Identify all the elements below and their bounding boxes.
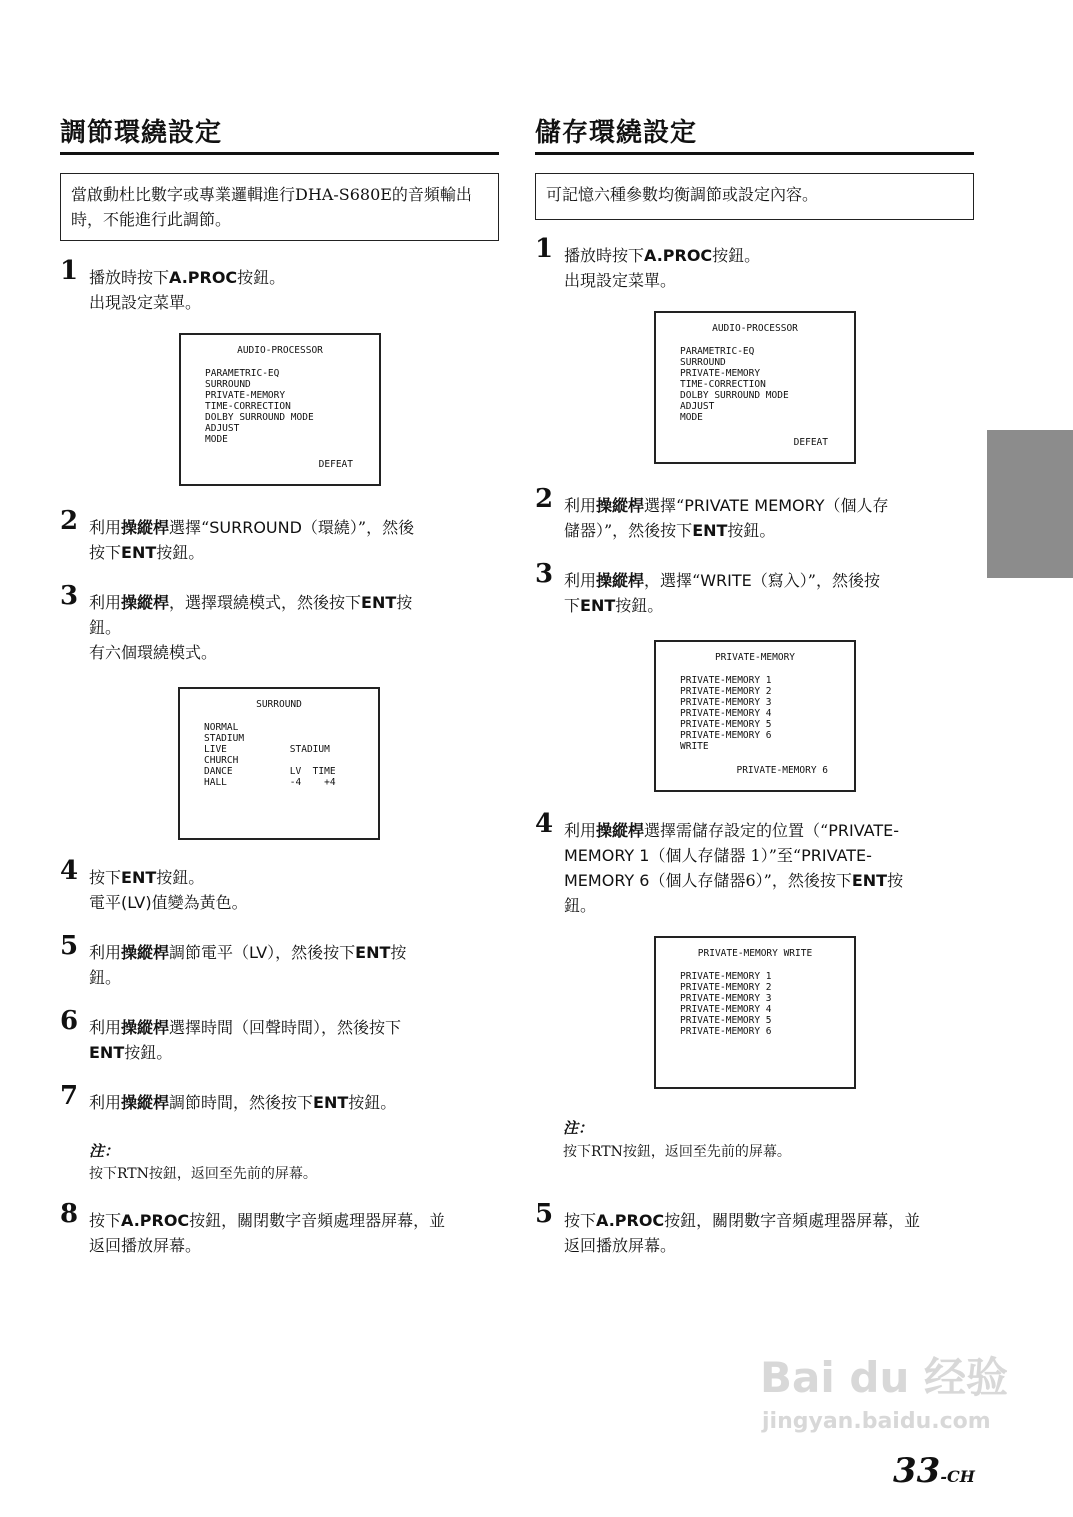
step-text-segment: 利用 (564, 821, 597, 840)
step-text-segment: WRITE (700, 571, 752, 590)
step-1 (60, 256, 505, 315)
step-line (89, 615, 505, 640)
step-text (89, 1015, 505, 1065)
step-line (564, 568, 980, 593)
step-text-segment: 選擇“ (644, 496, 685, 515)
step-6 (60, 1006, 505, 1065)
step-text-segment: （個人存 (824, 496, 889, 515)
step-text-segment: （個人存儲器 1）”至“ (649, 846, 802, 865)
step-keyword: ENT (851, 871, 888, 890)
step-text-segment: LV (249, 943, 268, 962)
step-text-segment: 按鈕，關閉數字音頻處理器屏幕，並 (664, 1211, 921, 1230)
step-keyword: 操縱桿 (121, 518, 170, 537)
step-text (89, 1090, 505, 1115)
step-4 (535, 809, 980, 918)
step-text (89, 590, 505, 665)
step-number: 8 (60, 1199, 79, 1229)
step-line (89, 640, 505, 665)
step-text-segment: ，選擇“ (644, 571, 701, 590)
screen-menu: PRIVATE-MEMORY 1 PRIVATE-MEMORY 2 PRIVATE-MEMORY 3 PRIVATE-MEMORY 4 PRIVATE-MEMORY 5 PRIVATE-MEMORY 6 (680, 971, 772, 1037)
step-keyword: 操縱桿 (596, 496, 645, 515)
chapter-tab (987, 430, 1073, 578)
step-line (89, 965, 505, 990)
step-keyword: 操縱桿 (121, 1093, 170, 1112)
step-text-segment: 調節電平（ (169, 943, 250, 962)
step-text-segment: 利用 (89, 943, 122, 962)
watermark-url: jingyan.baidu.com (762, 1409, 991, 1434)
screen-menu: NORMAL STADIUM LIVE STADIUM CHURCH DANCE LV TIME HALL -4 +4 (204, 722, 336, 788)
step-text-segment: 返回播放屏幕。 (564, 1236, 677, 1255)
step-line (89, 1233, 505, 1258)
step-text-segment: 返回播放屏幕。 (89, 1236, 202, 1255)
step-text-segment: 利用 (89, 1018, 122, 1037)
step-text-segment: （個人存儲器6）”，然後按下 (649, 871, 852, 890)
step-text-segment: （環繞）”，然後 (301, 518, 415, 537)
step-keyword: 操縱桿 (121, 943, 170, 962)
step-text-segment: 利用 (564, 571, 597, 590)
step-text-segment: 按鈕。 (712, 246, 761, 265)
step-number: 5 (535, 1199, 554, 1229)
step-line (564, 518, 980, 543)
step-text-segment: 出現設定菜單。 (89, 293, 202, 312)
step-line (89, 1040, 505, 1065)
memo-heading-right: 注： (563, 1119, 594, 1137)
step-text-segment: 按鈕。 (727, 521, 776, 540)
step-text-segment: 按 (390, 943, 407, 962)
step-keyword: A.PROC (644, 246, 713, 265)
step-text-segment: （寫入）”，然後按 (751, 571, 880, 590)
step-line (564, 818, 980, 843)
step-line (564, 243, 980, 268)
section-title-right: 儲存環繞設定 (535, 118, 698, 148)
step-number: 1 (535, 234, 554, 264)
step-2 (60, 506, 505, 565)
step-keyword: A.PROC (169, 268, 238, 287)
step-8 (60, 1199, 505, 1258)
step-3 (535, 559, 980, 618)
step-keyword: A.PROC (121, 1211, 190, 1230)
step-number: 4 (535, 809, 554, 839)
step-number: 7 (60, 1081, 79, 1111)
screen-footer: DEFEAT (318, 459, 353, 470)
step-number: 2 (535, 484, 554, 514)
step-keyword: ENT (121, 868, 157, 887)
step-keyword: A.PROC (596, 1211, 665, 1230)
step-text (564, 243, 980, 293)
step-text-segment: 播放時按下 (564, 246, 645, 265)
step-line (89, 590, 505, 615)
step-number: 3 (535, 559, 554, 589)
step-text (89, 265, 505, 315)
step-keyword: 操縱桿 (596, 571, 645, 590)
step-keyword: 操縱桿 (121, 593, 170, 612)
step-text (89, 515, 505, 565)
step-line (564, 868, 980, 893)
step-text-segment: 按下 (564, 1211, 597, 1230)
step-line (89, 940, 505, 965)
step-text-segment: 按鈕。 (237, 268, 286, 287)
step-7 (60, 1081, 505, 1115)
screen-title: SURROUND (256, 699, 302, 710)
step-text (564, 493, 980, 543)
step-text (564, 1208, 980, 1258)
screen-title: AUDIO-PROCESSOR (712, 323, 798, 334)
screen-menu: PRIVATE-MEMORY 1 PRIVATE-MEMORY 2 PRIVATE-MEMORY 3 PRIVATE-MEMORY 4 PRIVATE-MEMORY 5 PRIVATE-MEMORY 6 WRITE (680, 675, 772, 752)
step-number: 4 (60, 856, 79, 886)
step-text-segment: 出現設定菜單。 (564, 271, 677, 290)
step-2 (535, 484, 980, 543)
step-3 (60, 581, 505, 665)
step-text-segment: 有六個環繞模式。 (89, 643, 218, 662)
step-text-segment: 按鈕。 (348, 1093, 397, 1112)
step-text-segment: 按下 (89, 868, 122, 887)
step-keyword: ENT (355, 943, 391, 962)
note-box-right: 可記憶六種參數均衡調節或設定內容。 (535, 173, 974, 220)
step-text (564, 568, 980, 618)
screen-private-memory-write (654, 936, 856, 1089)
step-text-segment: 儲器）”，然後按下 (564, 521, 693, 540)
step-number: 1 (60, 256, 79, 286)
step-text-segment: MEMORY 1 (564, 846, 650, 865)
step-text (89, 1208, 505, 1258)
step-text-segment: PRIVATE MEMORY (684, 496, 825, 515)
step-line (564, 1208, 980, 1233)
step-line (89, 1090, 505, 1115)
screen-menu: PARAMETRIC-EQ SURROUND PRIVATE-MEMORY TIME-CORRECTION DOLBY SURROUND MODE ADJUST MODE (205, 368, 314, 445)
step-line (89, 890, 505, 915)
step-keyword: ENT (692, 521, 728, 540)
screen-title: PRIVATE-MEMORY (714, 652, 796, 663)
memo-text-right: 按下RTN按鈕，返回至先前的屏幕。 (563, 1144, 791, 1160)
step-text-segment: 按鈕。 (615, 596, 664, 615)
memo-text-left: 按下RTN按鈕，返回至先前的屏幕。 (89, 1166, 317, 1182)
step-line (564, 843, 980, 868)
step-text-segment: 選擇“ (169, 518, 210, 537)
screen-menu: PARAMETRIC-EQ SURROUND PRIVATE-MEMORY TIME-CORRECTION DOLBY SURROUND MODE ADJUST MODE (680, 346, 789, 423)
step-text-segment: 按鈕。 (156, 868, 205, 887)
watermark-logo: Bai du 经验 (760, 1353, 1008, 1402)
screen-footer: DEFEAT (793, 437, 828, 448)
step-text-segment: 按下 (89, 543, 122, 562)
step-number: 5 (60, 931, 79, 961)
step-keyword: 操縱桿 (596, 821, 645, 840)
step-text (89, 940, 505, 990)
step-keyword: ENT (121, 543, 157, 562)
screen-audio-processor (654, 311, 856, 464)
title-rule-right (535, 152, 974, 155)
step-text-segment: 鈕。 (89, 968, 122, 987)
step-line (89, 865, 505, 890)
step-line (564, 268, 980, 293)
step-number: 6 (60, 1006, 79, 1036)
step-5 (535, 1199, 980, 1258)
step-text-segment: 值變為黃色。 (151, 893, 248, 912)
step-text (564, 818, 980, 918)
step-keyword: 操縱桿 (121, 1018, 170, 1037)
note-box-left: 當啟動杜比數字或專業邏輯進行DHA-S680E的音頻輸出時，不能進行此調節。 (60, 173, 499, 241)
step-text-segment: 按 (887, 871, 904, 890)
page-number (893, 1452, 975, 1496)
screen-title: AUDIO-PROCESSOR (237, 345, 323, 356)
step-text-segment: 按下 (89, 1211, 122, 1230)
step-5 (60, 931, 505, 990)
step-line (89, 290, 505, 315)
title-rule-left (60, 152, 499, 155)
step-text (89, 865, 505, 915)
step-line (89, 1015, 505, 1040)
step-line (89, 265, 505, 290)
screen-private-memory (654, 640, 856, 792)
step-text-segment: 按 (396, 593, 413, 612)
step-text-segment: 利用 (89, 518, 122, 537)
step-number: 3 (60, 581, 79, 611)
section-title-left: 調節環繞設定 (60, 118, 223, 148)
step-line (564, 493, 980, 518)
step-text-segment: 利用 (564, 496, 597, 515)
step-text-segment: 播放時按下 (89, 268, 170, 287)
step-text-segment: ，選擇環繞模式，然後按下 (169, 593, 362, 612)
step-line (89, 540, 505, 565)
step-line (89, 1208, 505, 1233)
step-keyword: ENT (89, 1043, 125, 1062)
step-text-segment: 鈕。 (89, 618, 122, 637)
step-text-segment: 電平 (89, 893, 122, 912)
step-text-segment: SURROUND (209, 518, 302, 537)
step-text-segment: PRIVATE- (828, 821, 899, 840)
step-text-segment: 按鈕。 (124, 1043, 173, 1062)
step-text-segment: 調節時間，然後按下 (169, 1093, 314, 1112)
step-line (564, 893, 980, 918)
step-text-segment: PRIVATE- (801, 846, 872, 865)
page-number-value: 33 (893, 1451, 941, 1491)
page-number-suffix: -CH (940, 1467, 975, 1486)
step-line (89, 515, 505, 540)
memo-heading-left: 注： (89, 1142, 120, 1160)
step-line (564, 593, 980, 618)
step-text-segment: 利用 (89, 1093, 122, 1112)
step-text-segment: 按鈕。 (156, 543, 205, 562)
step-4 (60, 856, 505, 915)
step-text-segment: 下 (564, 596, 581, 615)
step-keyword: ENT (313, 1093, 349, 1112)
step-text-segment: 選擇時間（回聲時間），然後按下 (169, 1018, 402, 1037)
screen-title: PRIVATE-MEMORY WRITE (697, 948, 813, 959)
step-text-segment: (LV) (121, 893, 152, 912)
step-text-segment: ），然後按下 (267, 943, 356, 962)
step-keyword: ENT (580, 596, 616, 615)
step-number: 2 (60, 506, 79, 536)
step-text-segment: MEMORY 6 (564, 871, 650, 890)
step-keyword: ENT (361, 593, 397, 612)
screen-audio-processor (179, 333, 381, 486)
step-text-segment: 按鈕，關閉數字音頻處理器屏幕，並 (189, 1211, 446, 1230)
step-text-segment: 利用 (89, 593, 122, 612)
screen-surround (178, 687, 380, 840)
step-text-segment: 選擇需儲存設定的位置（“ (644, 821, 829, 840)
screen-footer: PRIVATE-MEMORY 6 (736, 765, 828, 776)
step-text-segment: 鈕。 (564, 896, 597, 915)
step-1 (535, 234, 980, 293)
step-line (564, 1233, 980, 1258)
